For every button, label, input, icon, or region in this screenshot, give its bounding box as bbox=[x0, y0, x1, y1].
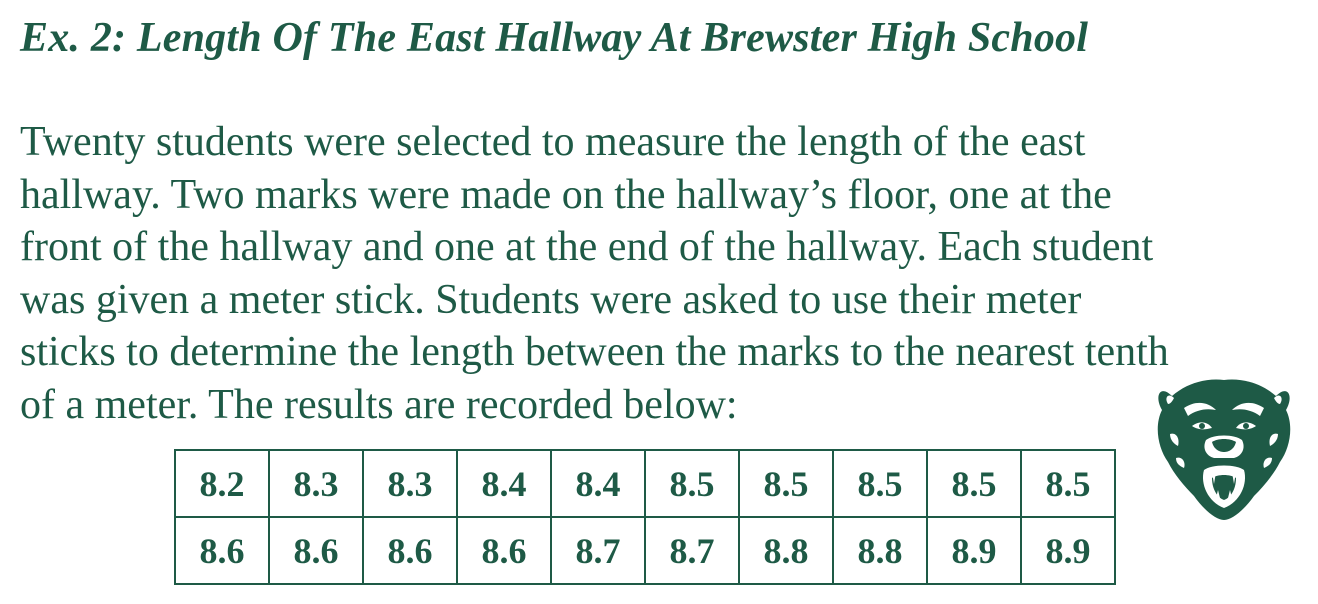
measurement-cell: 8.8 bbox=[833, 517, 927, 584]
page-title: Ex. 2: Length Of The East Hallway At Brewster High School bbox=[20, 15, 1089, 61]
measurement-cell: 8.4 bbox=[551, 450, 645, 517]
measurement-cell: 8.6 bbox=[363, 517, 457, 584]
description-line: Twenty students were selected to measure the length of the east bbox=[20, 119, 1086, 165]
description-line: hallway. Two marks were made on the hallway’s floor, one at the bbox=[20, 171, 1112, 218]
measurement-cell: 8.6 bbox=[457, 517, 551, 584]
measurement-cell: 8.8 bbox=[739, 517, 833, 584]
measurement-cell: 8.7 bbox=[551, 517, 645, 584]
measurement-cell: 8.9 bbox=[927, 517, 1021, 584]
measurement-cell: 8.6 bbox=[269, 517, 363, 584]
measurement-cell: 8.4 bbox=[457, 450, 551, 517]
description-line: was given a meter stick. Students were asked to use their meter bbox=[20, 276, 1082, 323]
measurement-cell: 8.2 bbox=[175, 450, 269, 517]
measurement-cell: 8.3 bbox=[363, 450, 457, 517]
measurements-table bbox=[174, 449, 1116, 585]
description-line: front of the hallway and one at the end of the hallway. Each student bbox=[20, 224, 1154, 270]
measurement-cell: 8.5 bbox=[739, 450, 833, 517]
description-line: sticks to determine the length between the marks to the nearest tenth bbox=[20, 329, 1169, 375]
measurement-cell: 8.5 bbox=[833, 450, 927, 517]
measurement-cell: 8.3 bbox=[269, 450, 363, 517]
measurement-cell: 8.7 bbox=[645, 517, 739, 584]
measurement-cell: 8.9 bbox=[1021, 517, 1115, 584]
measurement-cell: 8.5 bbox=[927, 450, 1021, 517]
table-row bbox=[175, 517, 1115, 584]
bear-head-logo-icon bbox=[1150, 374, 1298, 522]
table-row bbox=[175, 450, 1115, 517]
measurement-cell: 8.6 bbox=[175, 517, 269, 584]
measurement-cell: 8.5 bbox=[1021, 450, 1115, 517]
problem-description bbox=[20, 116, 1318, 431]
measurement-cell: 8.5 bbox=[645, 450, 739, 517]
description-line: of a meter. The results are recorded below: bbox=[20, 381, 738, 428]
